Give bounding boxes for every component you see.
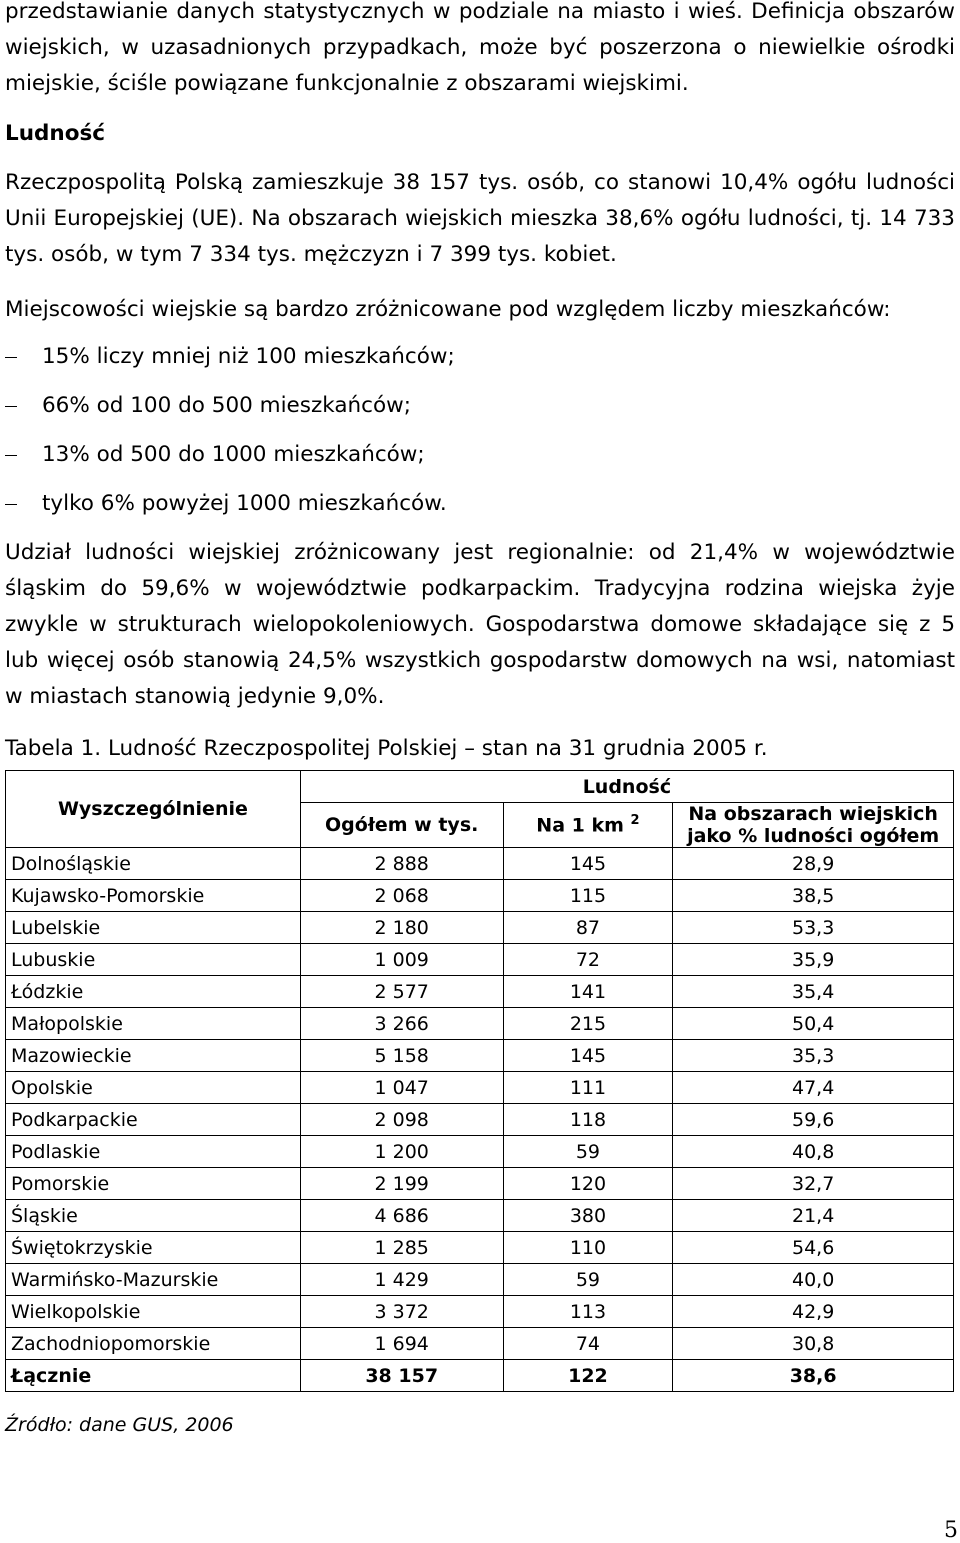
table-cell: 28,9	[673, 848, 954, 880]
table-cell: 59	[503, 1136, 673, 1168]
table-row	[6, 1168, 954, 1200]
table-cell: 120	[503, 1168, 673, 1200]
table-row	[6, 1008, 954, 1040]
region-name: Lubelskie	[6, 912, 301, 944]
table-cell: 110	[503, 1232, 673, 1264]
table-cell: 53,3	[673, 912, 954, 944]
header-density: Na 1 km $^2$	[503, 803, 673, 848]
table-cell: 5 158	[300, 1040, 503, 1072]
table-row	[6, 1040, 954, 1072]
region-name: Pomorskie	[6, 1168, 301, 1200]
dash-bullet-icon	[5, 357, 17, 358]
region-name: Podkarpackie	[6, 1104, 301, 1136]
table-row	[6, 1200, 954, 1232]
region-name: Opolskie	[6, 1072, 301, 1104]
table-cell: 35,3	[673, 1040, 954, 1072]
region-name: Mazowieckie	[6, 1040, 301, 1072]
table-row	[6, 1328, 954, 1360]
table-row	[6, 976, 954, 1008]
table-cell: 42,9	[673, 1296, 954, 1328]
region-name: Świętokrzyskie	[6, 1232, 301, 1264]
table-cell: 87	[503, 912, 673, 944]
table-cell: 54,6	[673, 1232, 954, 1264]
list-item: 66% od 100 do 500 mieszkańców;	[5, 388, 455, 437]
table-cell: 1 694	[300, 1328, 503, 1360]
table-row	[6, 1072, 954, 1104]
table-cell: 1 047	[300, 1072, 503, 1104]
table-row	[6, 880, 954, 912]
region-name: Lubuskie	[6, 944, 301, 976]
region-name: Wielkopolskie	[6, 1296, 301, 1328]
table-cell: 35,4	[673, 976, 954, 1008]
table-total-row: Łącznie 38 157 122 38,6	[6, 1360, 954, 1392]
table-cell: 21,4	[673, 1200, 954, 1232]
table-cell: 59	[503, 1264, 673, 1296]
table-cell: 4 686	[300, 1200, 503, 1232]
region-name: Śląskie	[6, 1200, 301, 1232]
table-cell: 30,8	[673, 1328, 954, 1360]
region-name: Dolnośląskie	[6, 848, 301, 880]
table-cell: 1 009	[300, 944, 503, 976]
table-row	[6, 912, 954, 944]
table-cell: 141	[503, 976, 673, 1008]
table-cell: 47,4	[673, 1072, 954, 1104]
section-heading: Ludność	[5, 121, 106, 146]
paragraph-regional: Udział ludności wiejskiej zróżnicowany jest regionalnie: od 21,4% w województwie śląskim do 59,6% w województwie podkarpackim. Tradycyjna rodzina wiejska żyje zwykle w strukturach wielopokoleniowych. Gospodarstwa domowe składające się z 5 lub więcej osób stanowią 24,5% wszystkich gospodarstw domowych na wsi, natomiast w miastach stanowią jedynie 9,0%.	[5, 540, 955, 709]
dash-bullet-icon	[5, 504, 17, 505]
table-cell: 2 098	[300, 1104, 503, 1136]
region-name: Warmińsko-Mazurskie	[6, 1264, 301, 1296]
table-row	[6, 1232, 954, 1264]
table-cell: 3 266	[300, 1008, 503, 1040]
table-header-row	[6, 771, 954, 803]
table-cell: 40,8	[673, 1136, 954, 1168]
table-cell: 35,9	[673, 944, 954, 976]
table-row	[6, 1264, 954, 1296]
region-name: Łódzkie	[6, 976, 301, 1008]
table-cell: 118	[503, 1104, 673, 1136]
dash-bullet-icon	[5, 455, 17, 456]
table-cell: 2 199	[300, 1168, 503, 1200]
table-cell: 145	[503, 1040, 673, 1072]
paragraph-villages: Miejscowości wiejskie są bardzo zróżnicowane pod względem liczby mieszkańców:	[5, 297, 891, 322]
table-row	[6, 848, 954, 880]
table-row	[6, 1136, 954, 1168]
header-ogolem: Ogółem w tys.	[300, 803, 503, 848]
table-row	[6, 944, 954, 976]
table-cell: 1 200	[300, 1136, 503, 1168]
table-cell: 38,5	[673, 880, 954, 912]
page-number: 5	[944, 1518, 958, 1543]
table-cell: 3 372	[300, 1296, 503, 1328]
header-ludnosc: Ludność	[300, 771, 953, 803]
table-cell: 1 285	[300, 1232, 503, 1264]
region-name: Kujawsko-Pomorskie	[6, 880, 301, 912]
population-table	[5, 770, 954, 1392]
table-cell: 50,4	[673, 1008, 954, 1040]
list-item: tylko 6% powyżej 1000 mieszkańców.	[5, 486, 455, 535]
region-name: Zachodniopomorskie	[6, 1328, 301, 1360]
table-cell: 2 888	[300, 848, 503, 880]
list-item: 15% liczy mniej niż 100 mieszkańców;	[5, 339, 455, 388]
region-name: Małopolskie	[6, 1008, 301, 1040]
table-cell: 2 068	[300, 880, 503, 912]
table-cell: 215	[503, 1008, 673, 1040]
table-cell: 380	[503, 1200, 673, 1232]
table-row	[6, 1104, 954, 1136]
header-wyszczegolnienie: Wyszczególnienie	[6, 771, 301, 848]
paragraph-intro: przedstawianie danych statystycznych w podziale na miasto i wieś. Definicja obszarów wiejskich, w uzasadnionych przypadkach, może być poszerzona o niewielkie ośrodki miejskie, ściśle powiązane funkcjonalnie z obszarami wiejskimi.	[5, 0, 955, 96]
table-cell: 59,6	[673, 1104, 954, 1136]
paragraph-population: Rzeczpospolitą Polską zamieszkuje 38 157 tys. osób, co stanowi 10,4% ogółu ludności Unii Europejskiej (UE). Na obszarach wiejskich mieszka 38,6% ogółu ludności, tj. 14 733 tys. osób, w tym 7 334 tys. mężczyzn i 7 399 tys. kobiet.	[5, 170, 955, 267]
table-cell: 2 180	[300, 912, 503, 944]
village-size-list	[5, 339, 455, 535]
table-cell: 115	[503, 880, 673, 912]
table-cell: 145	[503, 848, 673, 880]
table-cell: 1 429	[300, 1264, 503, 1296]
table-cell: 111	[503, 1072, 673, 1104]
table-row	[6, 1296, 954, 1328]
table-cell: 113	[503, 1296, 673, 1328]
list-item: 13% od 500 do 1000 mieszkańców;	[5, 437, 455, 486]
table-cell: 72	[503, 944, 673, 976]
table-source: Źródło: dane GUS, 2006	[5, 1414, 234, 1436]
table-caption: Tabela 1. Ludność Rzeczpospolitej Polskiej – stan na 31 grudnia 2005 r.	[5, 736, 768, 761]
region-name: Podlaskie	[6, 1136, 301, 1168]
table-cell: 40,0	[673, 1264, 954, 1296]
table-cell: 74	[503, 1328, 673, 1360]
table-body	[6, 848, 954, 1360]
header-rural-share: Na obszarach wiejskich jako % ludności ogółem	[673, 803, 954, 848]
table-cell: 2 577	[300, 976, 503, 1008]
dash-bullet-icon	[5, 406, 17, 407]
table-cell: 32,7	[673, 1168, 954, 1200]
